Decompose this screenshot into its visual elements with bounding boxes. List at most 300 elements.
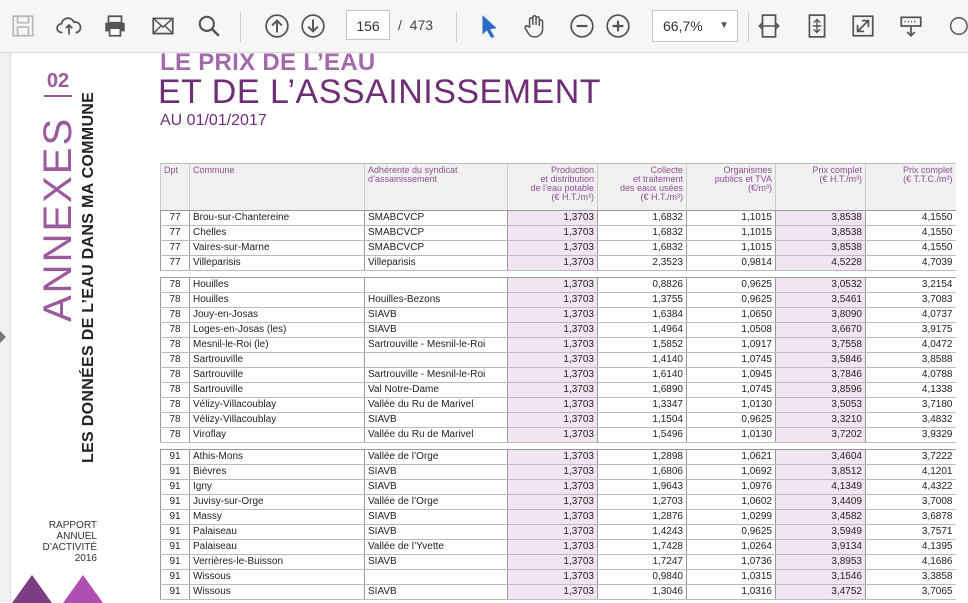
cell-syndicat: SIAVB [365,323,508,338]
search-icon[interactable] [192,9,226,43]
cell-commune: Viroflay [190,428,365,443]
cell-organismes: 1,0264 [687,540,776,555]
cell-prix-ht: 3,4409 [776,495,866,510]
report-line: D’ACTIVITÉ [42,542,97,553]
cell-collecte: 1,2703 [598,495,687,510]
cell-commune: Vaires-sur-Marne [190,241,365,256]
table-row [161,398,956,413]
cell-collecte: 1,7247 [598,555,687,570]
cell-prix-ttc: 4,1338 [866,383,956,398]
cell-syndicat: SIAVB [365,413,508,428]
cell-prix-ht: 3,8538 [776,211,866,226]
cell-production: 1,3703 [508,555,598,570]
page-separator: / [398,17,402,33]
header-collecte [598,164,687,211]
cell-syndicat: SMABCVCP [365,211,508,226]
cell-production: 1,3703 [508,510,598,525]
header-production [508,164,598,211]
cell-syndicat: Vallée du Ru de Marivel [365,428,508,443]
cell-collecte: 1,1504 [598,413,687,428]
cell-production: 1,3703 [508,368,598,383]
cell-production: 1,3703 [508,383,598,398]
cell-prix-ht: 3,8538 [776,226,866,241]
cell-prix-ht: 3,9134 [776,540,866,555]
cell-prix-ttc: 3,9329 [866,428,956,443]
cell-dpt: 91 [161,480,190,495]
cell-dpt: 77 [161,241,190,256]
cell-dpt: 91 [161,450,190,465]
cell-commune: Sartrouville [190,368,365,383]
header-text: (€/m³) [748,183,772,193]
group-spacer [161,271,956,278]
cell-production: 1,3703 [508,480,598,495]
table-row [161,428,956,443]
cell-prix-ttc: 4,1550 [866,226,956,241]
cell-collecte: 1,3347 [598,398,687,413]
table-row [161,413,956,428]
table-row [161,585,956,600]
header-text: et traitement [632,174,683,184]
cell-organismes: 1,0945 [687,368,776,383]
table-row [161,256,956,271]
cell-collecte: 1,6140 [598,368,687,383]
header-text: (€ H.T./m³) [640,192,683,202]
cell-organismes: 1,0692 [687,465,776,480]
zoom-out-icon[interactable] [565,9,599,43]
table-row [161,278,956,293]
section-number: 02 [46,70,70,92]
cell-organismes: 1,0602 [687,495,776,510]
pdf-toolbar [0,0,968,53]
header-text: Adhérente du syndicat [368,165,458,175]
cell-syndicat: SIAVB [365,555,508,570]
cell-production: 1,3703 [508,308,598,323]
header-text: Prix complet [812,165,862,175]
cell-syndicat: SMABCVCP [365,226,508,241]
header-commune [190,164,365,211]
header-text: (€ H.T./m³) [819,174,862,184]
title-date: AU 01/01/2017 [160,112,267,129]
cell-prix-ttc: 4,4322 [866,480,956,495]
report-line: ANNUEL [56,531,97,542]
cell-organismes: 1,1015 [687,241,776,256]
cell-dpt: 78 [161,278,190,293]
cell-dpt: 91 [161,465,190,480]
cell-production: 1,3703 [508,450,598,465]
cell-production: 1,3703 [508,585,598,600]
cell-prix-ttc: 3,7571 [866,525,956,540]
cell-syndicat: SIAVB [365,510,508,525]
table-row [161,480,956,495]
cell-syndicat [365,570,508,585]
cell-collecte: 0,9840 [598,570,687,585]
cell-prix-ht: 3,4582 [776,510,866,525]
header-text: publics et TVA [714,174,772,184]
header-text: Production [550,165,594,175]
cell-organismes: 1,1015 [687,226,776,241]
cell-commune: Chelles [190,226,365,241]
page-total [398,17,433,33]
title-line-2: ET DE L’ASSAINISSEMENT [158,73,602,111]
cell-syndicat: SIAVB [365,525,508,540]
cell-prix-ttc: 3,9175 [866,323,956,338]
cell-prix-ht: 3,8538 [776,241,866,256]
cell-organismes: 0,9625 [687,293,776,308]
table-row [161,495,956,510]
cell-prix-ht: 3,7558 [776,338,866,353]
cell-prix-ttc: 4,1550 [866,241,956,256]
cell-dpt: 91 [161,585,190,600]
page-total-value: 473 [409,17,434,33]
table-body [161,211,956,600]
cell-commune: Vélizy-Villacoublay [190,398,365,413]
cell-commune: Bièvres [190,465,365,480]
chevron-down-icon: ▼ [719,20,729,31]
cell-collecte: 1,4964 [598,323,687,338]
section-title: ANNEXES [36,116,80,322]
cell-collecte: 1,3046 [598,585,687,600]
cell-collecte: 1,6832 [598,211,687,226]
toolbar-separator [456,12,457,42]
cell-commune: Houilles [190,278,365,293]
cell-commune: Palaiseau [190,540,365,555]
cell-commune: Loges-en-Josas (les) [190,323,365,338]
cell-production: 1,3703 [508,413,598,428]
cell-prix-ttc: 4,7039 [866,256,956,271]
table-row [161,226,956,241]
cell-collecte: 1,6890 [598,383,687,398]
cell-syndicat: SIAVB [365,585,508,600]
toolbar-separator [748,12,749,42]
header-text: (€ H.T./m³) [551,192,594,202]
cell-production: 1,3703 [508,570,598,585]
cell-prix-ht: 3,5949 [776,525,866,540]
cell-production: 1,3703 [508,241,598,256]
hand-icon[interactable] [518,9,552,43]
cell-dpt: 78 [161,353,190,368]
cell-organismes: 1,0508 [687,323,776,338]
print-icon[interactable] [98,9,132,43]
cell-collecte: 1,9643 [598,480,687,495]
zoom-value: 66,7% [663,18,703,34]
page-up-icon[interactable] [260,9,294,43]
cell-production: 1,3703 [508,293,598,308]
cell-prix-ttc: 4,0472 [866,338,956,353]
table-row [161,383,956,398]
table-row [161,465,956,480]
header-text: Prix complet [902,165,953,175]
cell-syndicat: Vallée de l’Orge [365,495,508,510]
decorative-triangle [12,575,52,603]
cell-prix-ht: 3,5461 [776,293,866,308]
cell-collecte: 2,3523 [598,256,687,271]
section-divider [44,95,72,97]
cell-commune: Athis-Mons [190,450,365,465]
table-row [161,570,956,585]
cell-organismes: 1,0745 [687,383,776,398]
cell-prix-ht: 3,0532 [776,278,866,293]
cell-prix-ttc: 4,1395 [866,540,956,555]
page-down-icon[interactable] [296,9,330,43]
cell-dpt: 91 [161,510,190,525]
cell-commune: Mesnil-le-Roi (le) [190,338,365,353]
cell-prix-ttc: 3,2154 [866,278,956,293]
cell-prix-ttc: 3,7008 [866,495,956,510]
cell-prix-ttc: 3,7222 [866,450,956,465]
cell-collecte: 1,6832 [598,226,687,241]
tools-icon[interactable] [894,9,928,43]
table-row [161,525,956,540]
table-row [161,338,956,353]
cell-prix-ht: 3,8953 [776,555,866,570]
cell-prix-ttc: 3,7180 [866,398,956,413]
header-syndicat [365,164,508,211]
table-row [161,308,956,323]
cell-prix-ttc: 4,1201 [866,465,956,480]
cell-dpt: 77 [161,211,190,226]
cell-collecte: 1,6806 [598,465,687,480]
sidebar-handle[interactable] [0,53,11,602]
cell-production: 1,3703 [508,525,598,540]
cell-commune: Verrières-le-Buisson [190,555,365,570]
cell-prix-ht: 3,5053 [776,398,866,413]
cell-prix-ht: 4,1349 [776,480,866,495]
cell-commune: Brou-sur-Chantereine [190,211,365,226]
cell-commune: Sartrouville [190,353,365,368]
header-prix-ttc [866,164,956,211]
cell-syndicat: SIAVB [365,308,508,323]
cell-collecte: 1,5496 [598,428,687,443]
cell-organismes: 1,0745 [687,353,776,368]
cell-syndicat: SMABCVCP [365,241,508,256]
cell-dpt: 78 [161,383,190,398]
spacer-cell [161,271,956,278]
fit-width-icon[interactable] [752,9,786,43]
cell-production: 1,3703 [508,428,598,443]
cell-dpt: 78 [161,308,190,323]
cell-prix-ttc: 3,7083 [866,293,956,308]
cell-syndicat [365,353,508,368]
header-text: et distribution [540,174,594,184]
cell-organismes: 1,0917 [687,338,776,353]
cell-dpt: 77 [161,256,190,271]
cell-prix-ht: 3,7202 [776,428,866,443]
cell-production: 1,3703 [508,353,598,368]
cell-collecte: 1,2898 [598,450,687,465]
zoom-in-icon[interactable] [601,9,635,43]
cell-prix-ttc: 4,0737 [866,308,956,323]
cell-collecte: 0,8826 [598,278,687,293]
cell-prix-ttc: 3,4832 [866,413,956,428]
table-row [161,211,956,226]
cell-prix-ht: 4,5228 [776,256,866,271]
report-label [30,520,97,564]
cell-organismes: 1,0976 [687,480,776,495]
header-text: Organismes [723,165,772,175]
cell-commune: Massy [190,510,365,525]
cell-prix-ht: 3,1546 [776,570,866,585]
table-row [161,353,956,368]
table-row [161,241,956,256]
cell-production: 1,3703 [508,540,598,555]
cell-prix-ttc: 4,1686 [866,555,956,570]
cell-prix-ht: 3,7846 [776,368,866,383]
cell-dpt: 78 [161,293,190,308]
cell-organismes: 1,0315 [687,570,776,585]
price-table [160,163,956,600]
cell-dpt: 77 [161,226,190,241]
expand-sidebar-icon[interactable] [0,331,6,343]
cell-prix-ttc: 4,1550 [866,211,956,226]
toolbar-separator [240,12,241,42]
cell-syndicat: Vallée de l’Yvette [365,540,508,555]
cell-dpt: 91 [161,495,190,510]
cell-collecte: 1,6384 [598,308,687,323]
cell-prix-ttc: 3,6878 [866,510,956,525]
cell-production: 1,3703 [508,211,598,226]
header-text: de l’eau potable [530,183,594,193]
cell-prix-ttc: 3,7065 [866,585,956,600]
spacer-cell [161,443,956,450]
cell-organismes: 1,0736 [687,555,776,570]
table-header-row [161,164,956,211]
cell-organismes: 0,9625 [687,413,776,428]
cell-syndicat [365,278,508,293]
cell-production: 1,3703 [508,323,598,338]
cell-collecte: 1,4243 [598,525,687,540]
cell-syndicat: Vallée de l’Orge [365,450,508,465]
cell-production: 1,3703 [508,398,598,413]
more-icon[interactable] [946,9,968,43]
cell-dpt: 78 [161,368,190,383]
cell-organismes: 1,0130 [687,428,776,443]
cell-dpt: 78 [161,338,190,353]
cell-syndicat: Sartrouville - Mesnil-le-Roi [365,368,508,383]
cell-dpt: 91 [161,555,190,570]
cell-production: 1,3703 [508,226,598,241]
table-row [161,323,956,338]
header-text: (€ T.T.C./m³) [903,174,953,184]
cell-dpt: 91 [161,525,190,540]
cell-syndicat: Villeparisis [365,256,508,271]
zoom-select[interactable] [652,10,738,42]
cell-commune: Jouy-en-Josas [190,308,365,323]
save-icon[interactable] [6,9,40,43]
table-row [161,293,956,308]
cell-commune: Wissous [190,570,365,585]
report-line: 2016 [74,553,97,564]
fullscreen-icon[interactable] [846,9,880,43]
cell-collecte: 1,7428 [598,540,687,555]
page-number-input[interactable]: 156 [346,10,390,40]
cell-dpt: 78 [161,428,190,443]
table-row [161,510,956,525]
cell-organismes: 1,0299 [687,510,776,525]
cell-prix-ht: 3,8090 [776,308,866,323]
cell-prix-ttc: 4,0788 [866,368,956,383]
cell-prix-ttc: 3,3858 [866,570,956,585]
title-line-1: LE PRIX DE L’EAU [160,49,376,76]
cell-prix-ht: 3,4752 [776,585,866,600]
cell-dpt: 91 [161,570,190,585]
header-text: Dpt [164,165,179,175]
cell-collecte: 1,5852 [598,338,687,353]
cell-syndicat: SIAVB [365,480,508,495]
select-cursor-icon[interactable] [472,9,506,43]
email-icon[interactable] [146,9,180,43]
cell-production: 1,3703 [508,278,598,293]
cell-commune: Palaiseau [190,525,365,540]
cell-dpt: 78 [161,398,190,413]
cell-syndicat: Houilles-Bezons [365,293,508,308]
cell-commune: Wissous [190,585,365,600]
header-text: d’assainissement [368,174,438,184]
cell-syndicat: SIAVB [365,465,508,480]
cell-organismes: 0,9814 [687,256,776,271]
cell-production: 1,3703 [508,465,598,480]
cell-syndicat: Val Notre-Dame [365,383,508,398]
cell-collecte: 1,2876 [598,510,687,525]
decorative-triangle [63,575,103,603]
header-prix-ht [776,164,866,211]
cell-production: 1,3703 [508,338,598,353]
cell-prix-ht: 3,8512 [776,465,866,480]
cell-organismes: 0,9625 [687,278,776,293]
table-row [161,540,956,555]
cell-collecte: 1,6832 [598,241,687,256]
cell-organismes: 1,0650 [687,308,776,323]
cell-prix-ht: 3,6670 [776,323,866,338]
cell-commune: Vélizy-Villacoublay [190,413,365,428]
header-text: Commune [193,165,235,175]
upload-icon[interactable] [52,9,86,43]
cell-dpt: 78 [161,413,190,428]
report-line: RAPPORT [48,520,97,531]
cell-prix-ht: 3,5846 [776,353,866,368]
cell-prix-ht: 3,3210 [776,413,866,428]
cell-organismes: 1,0316 [687,585,776,600]
header-text: des eaux usées [619,183,683,193]
header-text: Collecte [650,165,683,175]
cell-prix-ht: 3,4604 [776,450,866,465]
cell-prix-ttc: 3,8588 [866,353,956,368]
cell-collecte: 1,4140 [598,353,687,368]
cell-syndicat: Sartrouville - Mesnil-le-Roi [365,338,508,353]
group-spacer [161,443,956,450]
cell-organismes: 0,9625 [687,525,776,540]
cell-commune: Igny [190,480,365,495]
header-dpt [161,164,190,211]
cell-commune: Houilles [190,293,365,308]
table-row [161,368,956,383]
cell-commune: Villeparisis [190,256,365,271]
header-organismes [687,164,776,211]
table-row [161,555,956,570]
cell-organismes: 1,1015 [687,211,776,226]
vertical-subtitle: LES DONNÉES DE L’EAU DANS MA COMMUNE [80,91,97,463]
cell-dpt: 91 [161,540,190,555]
cell-organismes: 1,0130 [687,398,776,413]
cell-collecte: 1,3755 [598,293,687,308]
document-page [0,49,968,602]
cell-commune: Juvisy-sur-Orge [190,495,365,510]
cell-dpt: 78 [161,323,190,338]
cell-production: 1,3703 [508,495,598,510]
fit-page-icon[interactable] [800,9,834,43]
cell-commune: Sartrouville [190,383,365,398]
cell-prix-ht: 3,8596 [776,383,866,398]
cell-organismes: 1,0621 [687,450,776,465]
